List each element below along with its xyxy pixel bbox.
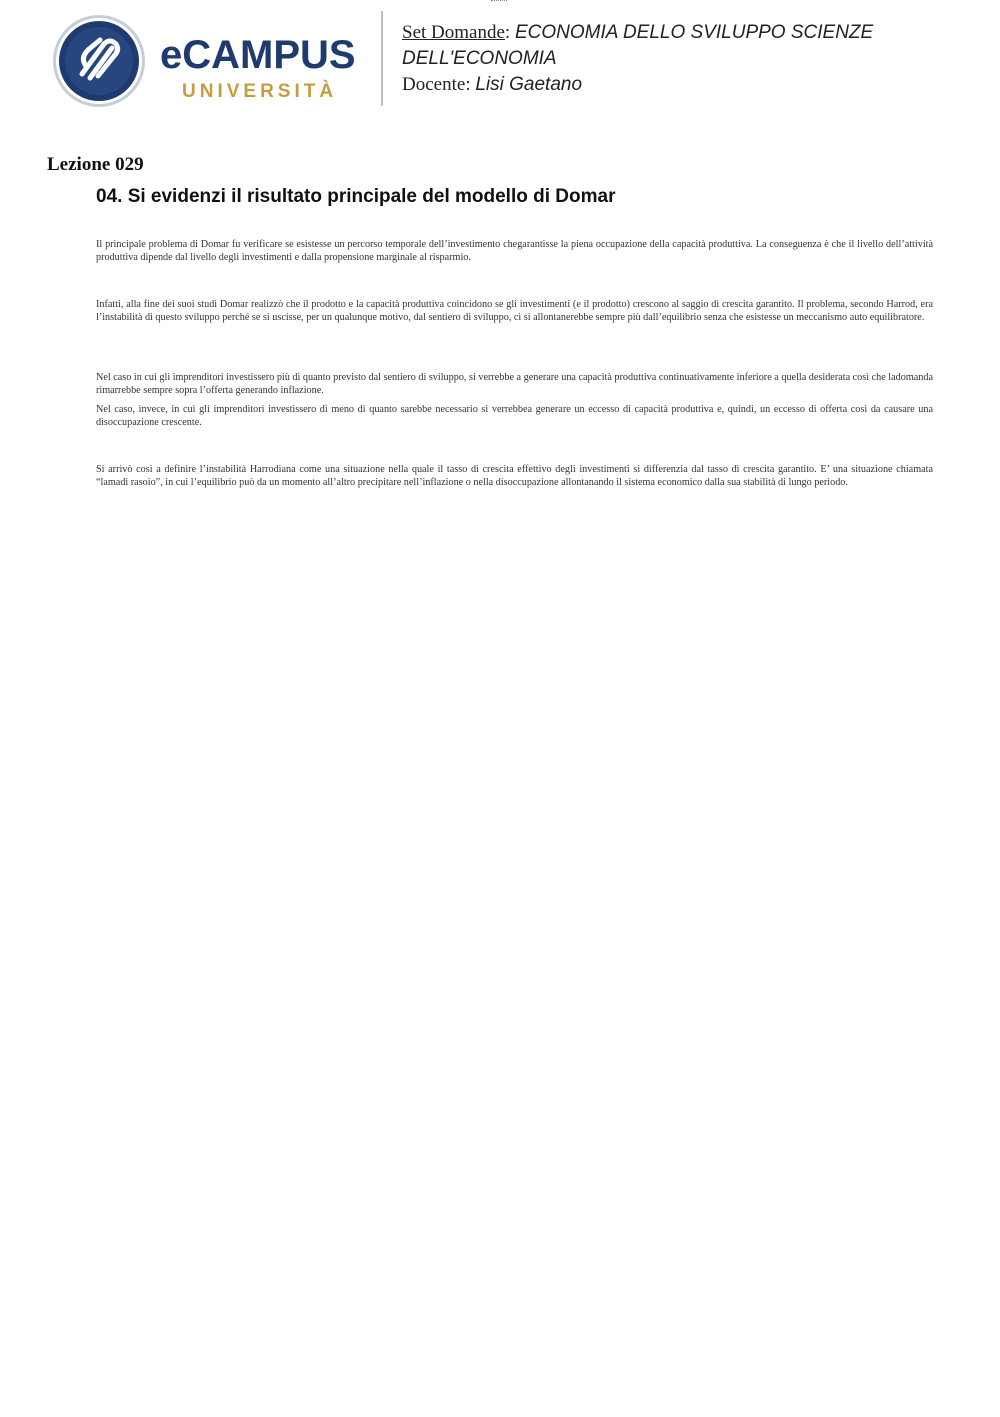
set-domande-line: Set Domande: ECONOMIA DELLO SVILUPPO SCIENZE DELL'ECONOMIA xyxy=(402,22,874,69)
header-info xyxy=(402,20,962,98)
paragraph-5: Si arrivò così a definire l’instabilità Harrodiana come una situazione nella quale il tasso di crescita effettivo degli investimenti si differenzia dal tasso di crescita garantito. E’ una situazione chiamata “lamadi rasoio”, in cui l’equilibrio può da un momento all’altro precipitare nell’inflazione o nella disoccupazione allontanando il sistema economico dalla sua stabilità di lungo periodo. xyxy=(96,464,933,489)
paragraph-3: Nel caso in cui gli imprenditori investissero più di quanto previsto dal sentiero di sviluppo, si verrebbe a generare una capacità produttiva continuativamente inferiore a quella desiderata così che ladomanda rimarrebbe sempre sopra l’offerta generando inflazione. xyxy=(96,372,933,397)
set-label: Set Domande xyxy=(402,22,505,43)
university-seal-icon xyxy=(52,14,146,108)
logo-subtitle: UNIVERSITÀ xyxy=(182,81,338,102)
teacher-label: Docente xyxy=(402,74,466,95)
ecampus-logo xyxy=(52,14,368,110)
paragraph-1: Il principale problema di Domar fu verificare se esistesse un percorso temporale dell’investimento chegarantisse la piena occupazione della capacità produttiva. La conseguenza è che il livello dell’attività produttiva dipende dal livello degli investimenti e dalla propensione marginale al risparmio. xyxy=(96,239,933,264)
lesson-title: Lezione 029 xyxy=(47,154,144,175)
set-value: ECONOMIA DELLO SVILUPPO SCIENZE DELL'ECONOMIA xyxy=(402,22,874,69)
logo-wordmark: eCAMPUS xyxy=(160,33,356,77)
header-divider xyxy=(381,11,383,106)
page-top-mark xyxy=(491,0,507,2)
paragraph-4: Nel caso, invece, in cui gli imprenditori investissero di meno di quanto sarebbe necessario si verrebbea generare un eccesso di capacità produttiva e, quindi, un eccesso di offerta così da causare una disoccupazione crescente. xyxy=(96,404,933,429)
paragraph-2: Infatti, alla fine dei suoi studi Domar realizzò che il prodotto e la capacità produttiva coincidono se gli investimenti (e il prodotto) crescono al saggio di crescita garantito. Il problema, secondo Harrod, era l’instabilità di questo sviluppo perché se si uscisse, per un qualunque motivo, dal sentiero di sviluppo, ci si allontanerebbe sempre più dall’equilibrio senza che esistesse un meccanismo auto equilibratore. xyxy=(96,299,933,324)
teacher-value: Lisi Gaetano xyxy=(475,74,583,95)
docente-line: Docente: Lisi Gaetano xyxy=(402,74,583,95)
question-title: 04. Si evidenzi il risultato principale del modello di Domar xyxy=(96,186,616,207)
